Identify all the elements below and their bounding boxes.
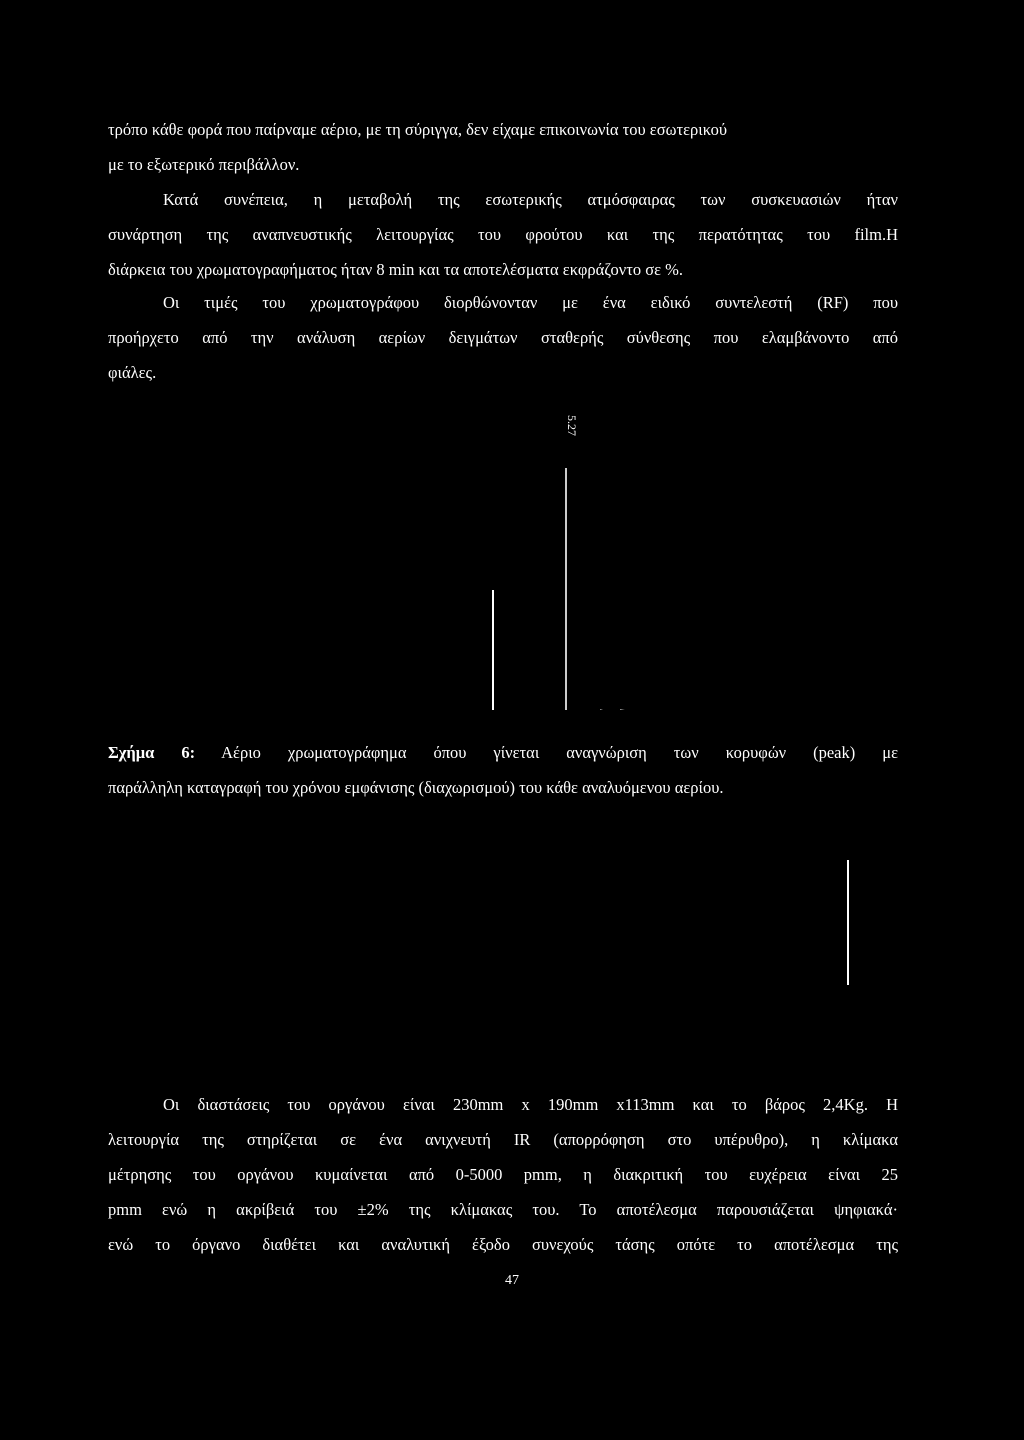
instrument-figure <box>840 855 860 995</box>
paragraph-4-line-1: Οι διαστάσεις του οργάνου είναι 230mm x 190mm x113mm και το βάρος 2,4Kg. Η <box>163 1095 898 1114</box>
paragraph-3-line-3: φιάλες. <box>108 363 157 382</box>
figure-caption-line-1 <box>108 743 898 763</box>
paragraph-4-line-3: μέτρησης του οργάνου κυμαίνεται από 0-5000 pmm, η διακριτική του ευχέρεια είναι 25 <box>108 1165 898 1184</box>
paragraph-4-line-4: pmm ενώ η ακρίβειά του ±2% της κλίμακας του. Το αποτέλεσμα παρουσιάζεται ψηφιακά· <box>108 1200 898 1219</box>
paragraph-4-line-2: λειτουργία της στηρίζεται σε ένα ανιχνευτή IR (απορρόφηση στο υπέρυθρο), η κλίμακα <box>108 1130 898 1149</box>
figure-caption-line-1-text: Αέριο χρωματογράφημα όπου γίνεται αναγνώριση των κορυφών (peak) με <box>221 743 899 762</box>
paragraph-2-line-2: συνάρτηση της αναπνευστικής λειτουργίας του φρούτου και της περατότητας του film.Η <box>108 225 898 244</box>
page-number: 47 <box>505 1273 519 1288</box>
paragraph-1-line-2: με το εξωτερικό περιβάλλον. <box>108 155 300 174</box>
paragraph-2-line-3: διάρκεια του χρωματογραφήματος ήταν 8 min και τα αποτελέσματα εκφράζοντο σε %. <box>108 260 684 279</box>
paragraph-1-line-1: τρόπο κάθε φορά που παίρναμε αέριο, με τη σύριγγα, δεν είχαμε επικοινωνία του εσωτερικού <box>108 120 728 139</box>
figure-caption-line-2: παράλληλη καταγραφή του χρόνου εμφάνισης (διαχωρισμού) του κάθε αναλυόμενου αερίου. <box>108 778 724 797</box>
figure-caption-title: Σχήμα 6: <box>108 743 196 762</box>
peak-label-text: 5.27 <box>565 415 579 436</box>
peak-label <box>565 415 579 436</box>
paragraph-2-line-1: Κατά συνέπεια, η μεταβολή της εσωτερικής ατμόσφαιρας των συσκευασιών ήταν <box>163 190 898 209</box>
paragraph-3-line-2: προήρχετο από την ανάλυση αερίων δειγμάτων σταθερής σύνθεσης που ελαμβάνοντο από <box>108 328 898 347</box>
paragraph-4-line-5: ενώ το όργανο διαθέτει και αναλυτική έξοδο συνεχούς τάσης οπότε το αποτέλεσμα της <box>108 1235 898 1254</box>
paragraph-3-line-1: Οι τιμές του χρωματογράφου διορθώνονταν με ένα ειδικό συντελεστή (RF) που <box>163 293 898 312</box>
chromatogram-figure <box>310 410 730 710</box>
